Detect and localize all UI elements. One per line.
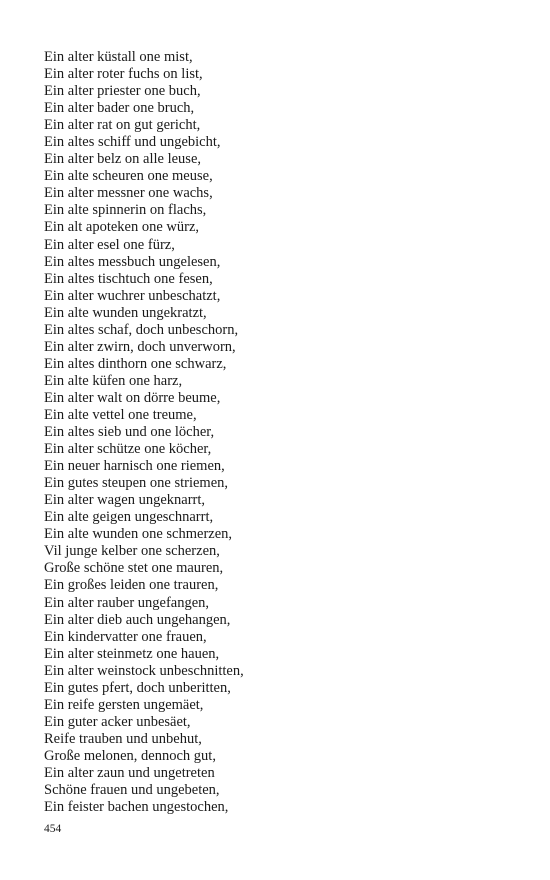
poem-line: Ein alt apoteken one würz, <box>44 219 200 236</box>
poem-line: Ein gutes pfert, doch unberitten, <box>44 679 231 696</box>
poem-line: Schöne frauen und ungebeten, <box>44 782 220 799</box>
poem-line: Ein alter bader one bruch, <box>44 100 195 117</box>
poem-line: Ein guter acker unbesäet, <box>44 713 191 730</box>
poem-line: Ein alte spinnerin on flachs, <box>44 202 207 219</box>
poem-line: Ein feister bachen ungestochen, <box>44 799 229 816</box>
poem-line: Ein alter esel one fürz, <box>44 236 175 253</box>
poem-line: Ein großes leiden one trauren, <box>44 577 219 594</box>
poem-line: Ein alte scheuren one meuse, <box>44 168 213 185</box>
poem-line: Ein alter priester one buch, <box>44 83 201 100</box>
poem-text <box>44 49 244 816</box>
poem-line: Ein reife gersten ungemäet, <box>44 696 204 713</box>
poem-line: Ein neuer harnisch one riemen, <box>44 458 225 475</box>
poem-line: Ein alter küstall one mist, <box>44 49 193 65</box>
poem-line: Ein altes dinthorn one schwarz, <box>44 355 227 372</box>
poem-line: Große schöne stet one mauren, <box>44 560 224 577</box>
poem-line: Ein alte wunden ungekratzt, <box>44 304 207 321</box>
poem-line: Ein altes messbuch ungelesen, <box>44 253 221 270</box>
poem-line: Ein alter roter fuchs on list, <box>44 66 203 83</box>
poem-line: Ein alter rat on gut gericht, <box>44 117 201 134</box>
poem-line: Ein alter zwirn, doch unverworn, <box>44 338 236 355</box>
poem-line: Ein alter wuchrer unbeschatzt, <box>44 287 221 304</box>
poem-line: Ein altes schaf, doch unbeschorn, <box>44 321 239 338</box>
poem-line: Ein alter dieb auch ungehangen, <box>44 611 231 628</box>
poem-line: Ein altes tischtuch one fesen, <box>44 270 213 287</box>
poem-line: Ein alter belz on alle leuse, <box>44 151 202 168</box>
poem-line: Ein alter wagen ungeknarrt, <box>44 492 206 509</box>
poem-line: Ein altes sieb und one löcher, <box>44 424 215 441</box>
poem-line: Ein alter steinmetz one hauen, <box>44 645 220 662</box>
page-number: 454 <box>44 823 62 835</box>
poem-line: Große melonen, dennoch gut, <box>44 747 216 764</box>
poem-line: Ein alter schütze one köcher, <box>44 441 212 458</box>
poem-line: Ein alter zaun und ungetreten <box>44 764 215 781</box>
poem-line: Ein alte küfen one harz, <box>44 372 183 389</box>
poem-line: Ein alte wunden one schmerzen, <box>44 526 233 543</box>
poem-line: Ein alter weinstock unbeschnitten, <box>44 662 244 679</box>
poem-line: Reife trauben und unbehut, <box>44 730 202 747</box>
poem-line: Ein alter rauber ungefangen, <box>44 594 210 611</box>
poem-line: Ein alter messner one wachs, <box>44 185 213 202</box>
poem-line: Ein alte geigen ungeschnarrt, <box>44 509 214 526</box>
poem-line: Ein alter walt on dörre beume, <box>44 389 221 406</box>
poem-line: Vil junge kelber one scherzen, <box>44 543 220 560</box>
poem-line: Ein alte vettel one treume, <box>44 406 197 423</box>
poem-line: Ein altes schiff und ungebicht, <box>44 134 221 151</box>
poem-line: Ein gutes steupen one striemen, <box>44 475 229 492</box>
poem-line: Ein kindervatter one frauen, <box>44 628 207 645</box>
